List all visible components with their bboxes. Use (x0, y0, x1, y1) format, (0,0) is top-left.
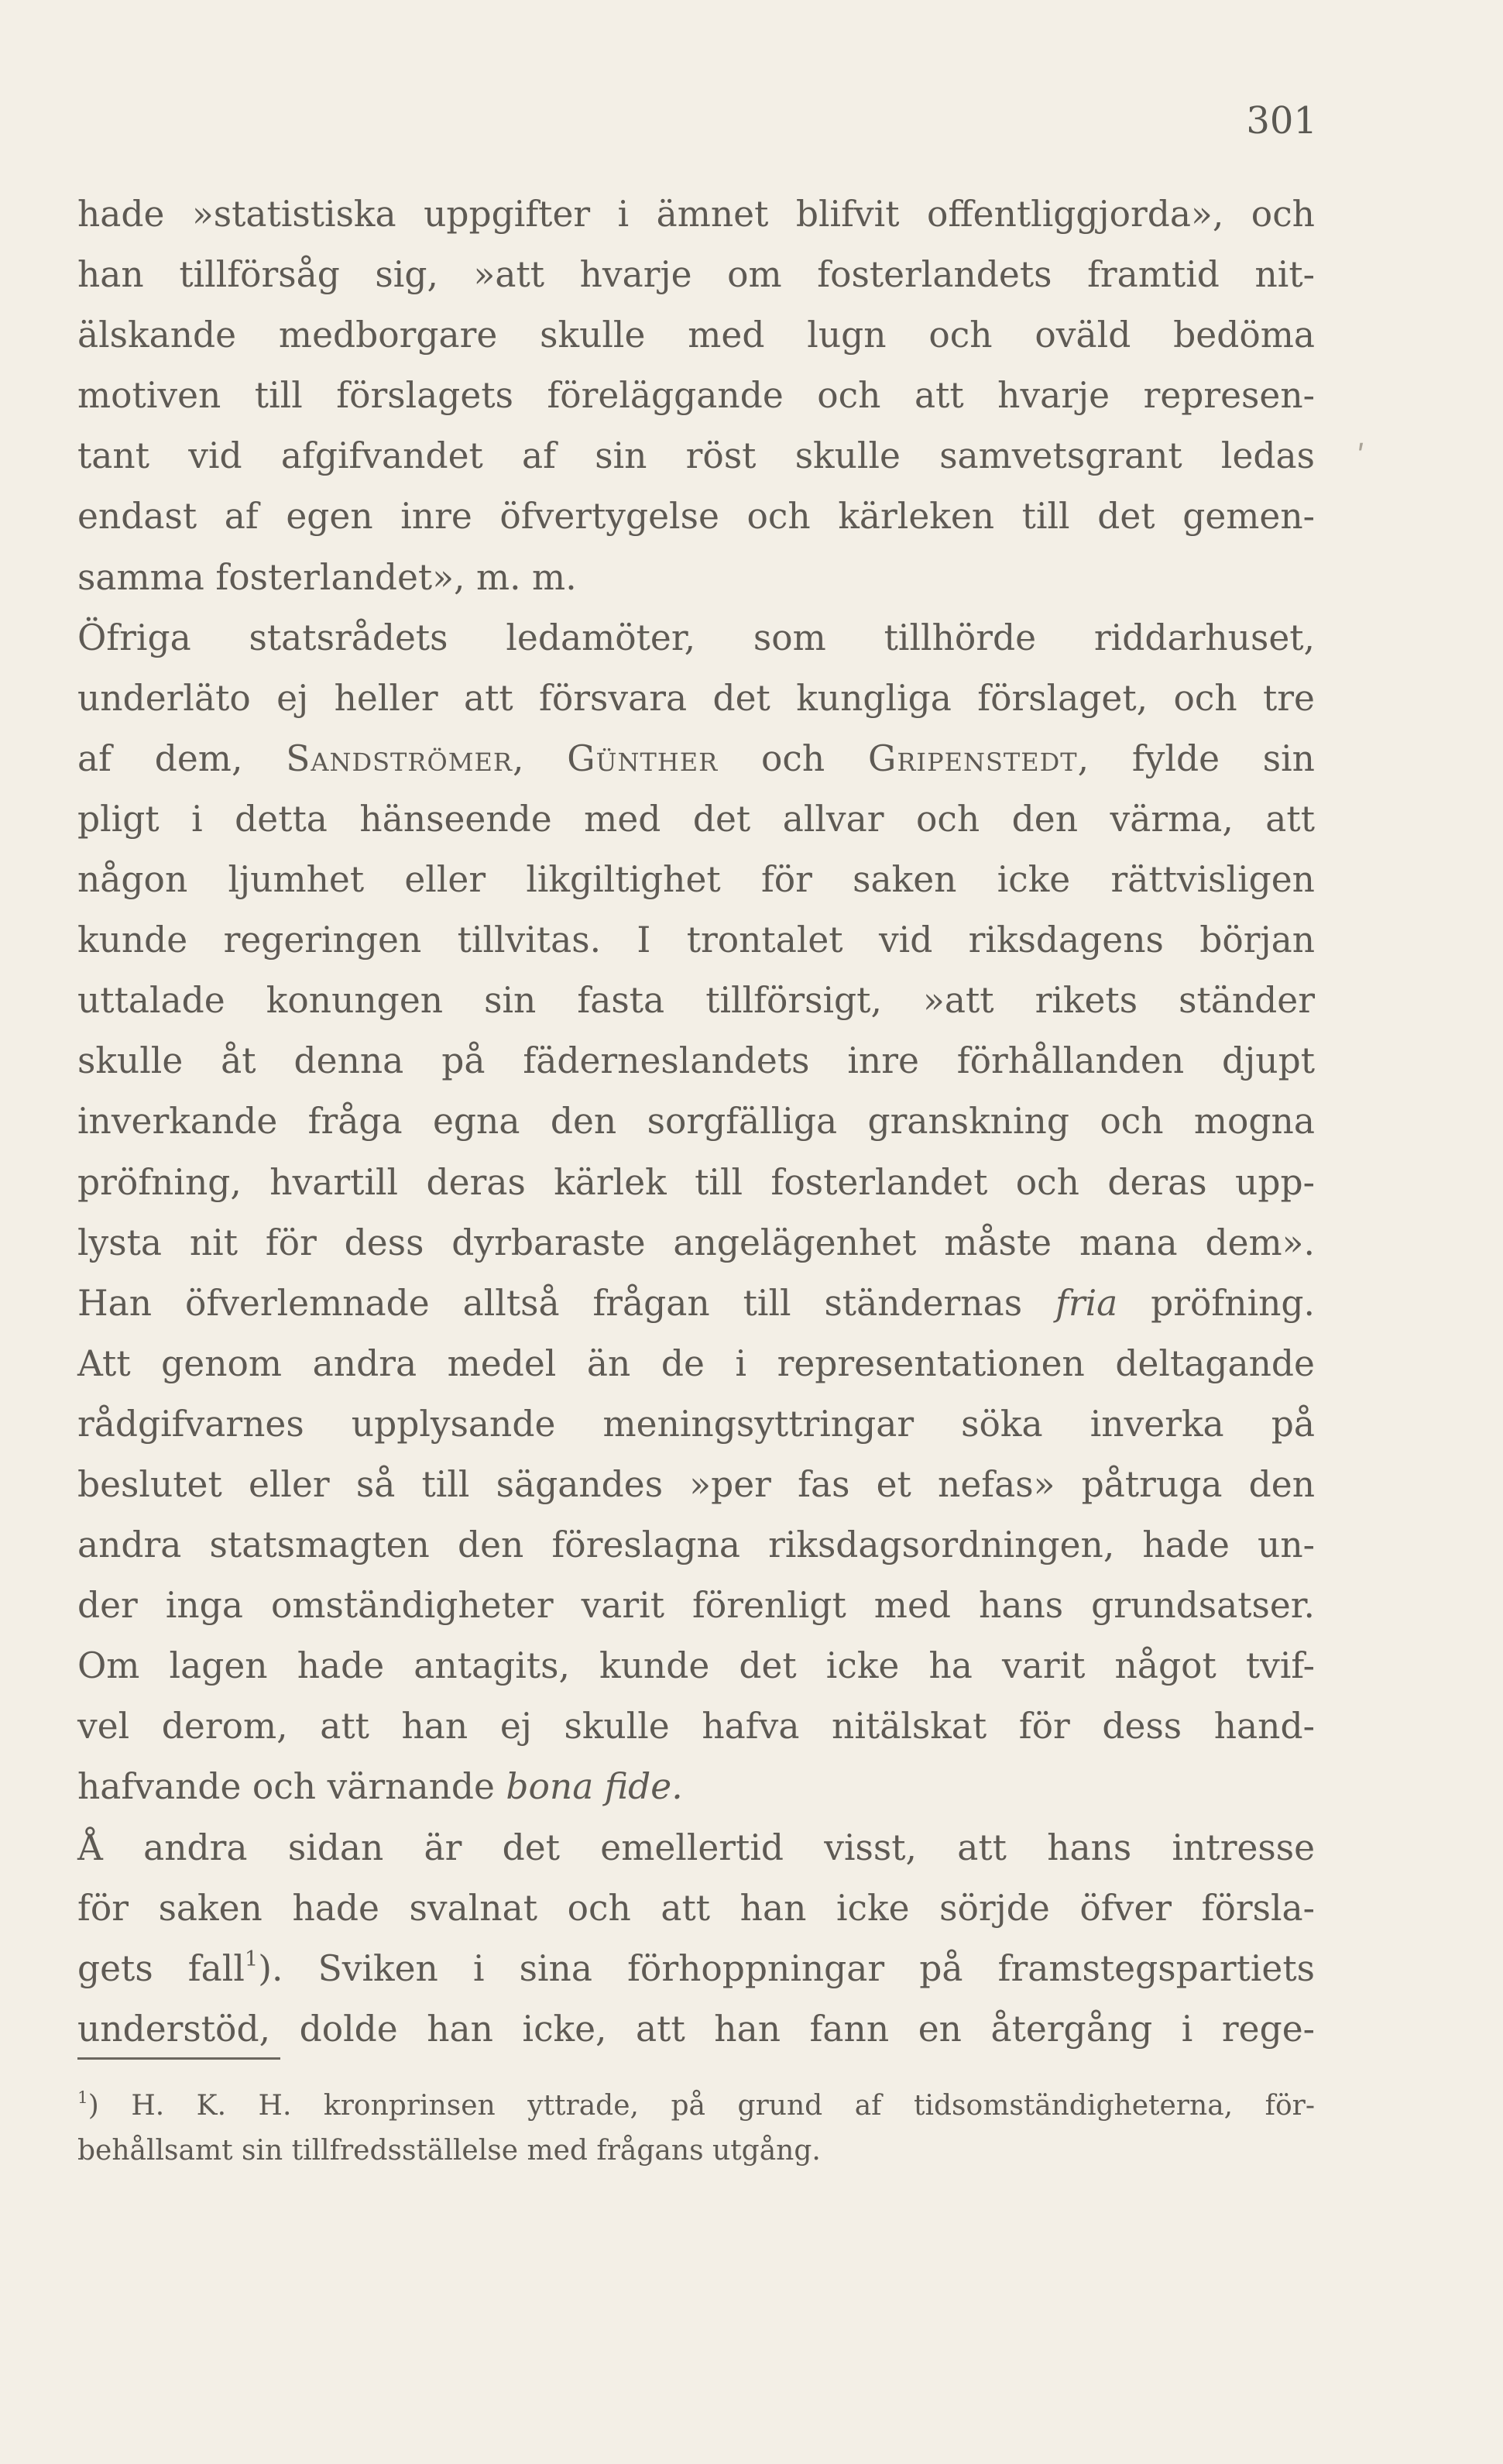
footnote (77, 2084, 1315, 2174)
body-line: underläto ej heller att försvara det kungliga förslaget, och tre (77, 677, 1315, 719)
text-run: och (718, 737, 868, 779)
body-line: rådgifvarnes upplysande meningsyttringar söka inverka på (77, 1403, 1315, 1445)
emphasis: fria (1055, 1282, 1118, 1324)
text-run: , fylde sin (1077, 737, 1315, 779)
text-run: pröfning. (1117, 1282, 1316, 1324)
person-name: Gripenstedt (867, 737, 1078, 779)
body-line: Å andra sidan är det emellertid visst, att hans intresse (77, 1827, 1315, 1868)
body-line (77, 1939, 1315, 1999)
footnote-line (77, 2084, 1315, 2129)
body-line: skulle åt denna på fäderneslandets inre förhållanden djupt (77, 1040, 1315, 1082)
body-line: pröfning, hvartill deras kärlek till fosterlandet och deras upp- (77, 1161, 1315, 1203)
footnote-ref: 1 (244, 1947, 259, 1971)
body-line: kunde regeringen tillvitas. I trontalet vid riksdagens början (77, 919, 1315, 961)
footnote-rule (77, 2057, 280, 2060)
text-run: ). Sviken i sina förhoppningar på framstegspartiets (258, 1947, 1315, 1989)
emphasis: bona fide. (506, 1766, 683, 1808)
body-line: understöd, dolde han icke, att han fann en återgång i rege- (77, 2008, 1315, 2050)
body-line (77, 1273, 1315, 1334)
margin-mark: ʹ (1357, 440, 1366, 476)
body-line: Öfriga statsrådets ledamöter, som tillhörde riddarhuset, (77, 617, 1315, 658)
body-text (77, 184, 1315, 2060)
body-line: beslutet eller så till sägandes »per fas et nefas» påtruga den (77, 1463, 1315, 1505)
body-line: han tillförsåg sig, »att hvarje om fosterlandets framtid nit- (77, 254, 1315, 296)
body-line (77, 729, 1315, 789)
footnote-line: behållsamt sin tillfredsställelse med frågans utgång. (77, 2135, 821, 2167)
body-line: för saken hade svalnat och att han icke sörjde öfver försla- (77, 1887, 1315, 1929)
text-run: ) H. K. H. kronprinsen yttrade, på grund af tidsomständigheterna, för- (88, 2090, 1315, 2122)
text-run: hafvande och värnande (77, 1766, 506, 1808)
body-line: inverkande fråga egna den sorgfälliga granskning och mogna (77, 1101, 1315, 1143)
body-line: andra statsmagten den föreslagna riksdagsordningen, hade un- (77, 1524, 1315, 1566)
body-line: pligt i detta hänseende med det allvar och den värma, att (77, 798, 1315, 840)
body-line: endast af egen inre öfvertygelse och kärleken till det gemen- (77, 496, 1315, 538)
body-line: Om lagen hade antagits, kunde det icke ha varit något tvif- (77, 1645, 1315, 1687)
body-line: någon ljumhet eller likgiltighet för saken icke rättvisligen (77, 859, 1315, 901)
body-line: motiven till förslagets föreläggande och att hvarje represen- (77, 375, 1315, 417)
body-line: Att genom andra medel än de i representationen deltagande (77, 1342, 1315, 1384)
text-run: Han öfverlemnade alltså frågan till ständernas (77, 1282, 1055, 1324)
body-line: uttalade konungen sin fasta tillförsigt, »att rikets ständer (77, 980, 1315, 1022)
page-number: 301 (1246, 99, 1317, 143)
body-line: älskande medborgare skulle med lugn och oväld bedöma (77, 314, 1315, 356)
body-line: lysta nit för dess dyrbaraste angelägenhet måste mana dem». (77, 1222, 1315, 1263)
body-line (77, 1757, 1315, 1817)
body-line: hade »statistiska uppgifter i ämnet blifvit offentliggjorda», och (77, 194, 1315, 235)
body-line: tant vid afgifvandet af sin röst skulle samvetsgrant ledas (77, 435, 1315, 477)
body-line: samma fosterlandet», m. m. (77, 556, 577, 598)
body-line: der inga omständigheter varit förenligt med hans grundsatser. (77, 1585, 1315, 1627)
text-run: gets fall (77, 1947, 245, 1989)
person-name: Günther (567, 737, 719, 779)
body-line: vel derom, att han ej skulle hafva nitälskat för dess hand- (77, 1706, 1315, 1747)
footnote-marker: 1 (77, 2088, 88, 2108)
text-run: af dem, (77, 737, 287, 779)
text-run: , (512, 737, 568, 779)
person-name: Sandströmer (286, 737, 513, 779)
